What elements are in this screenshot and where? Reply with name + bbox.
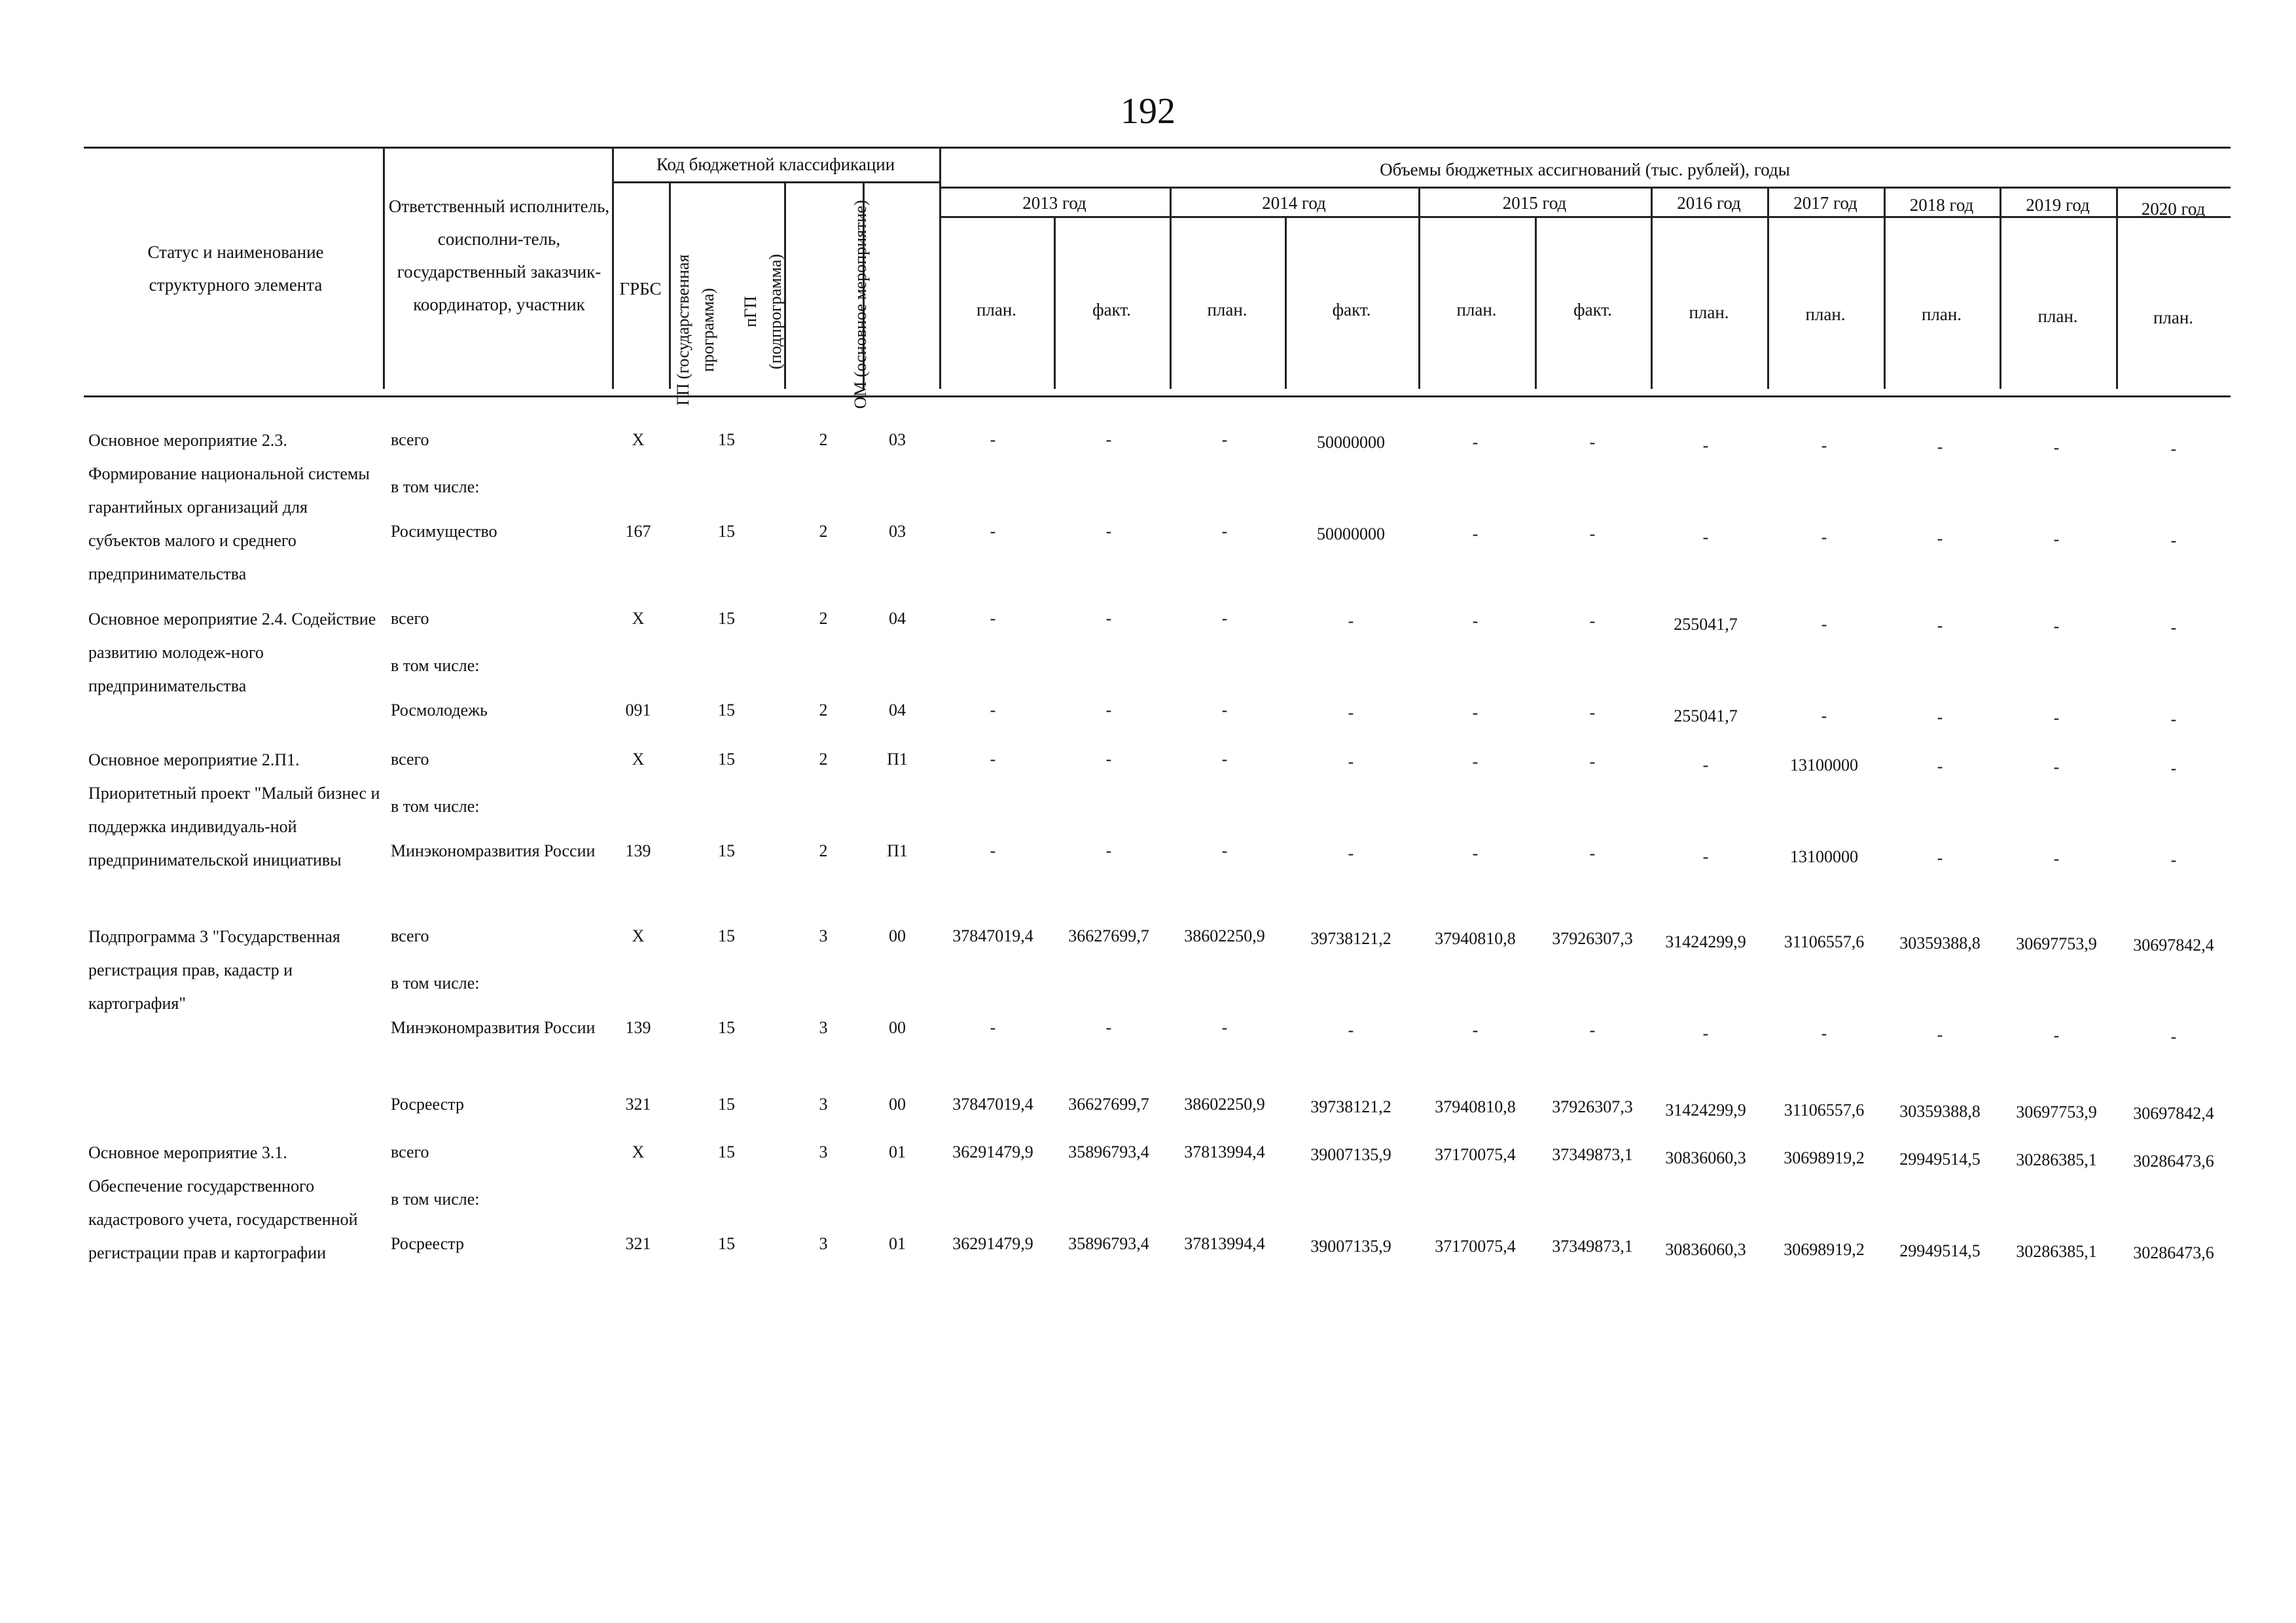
header-grbs: ГРБС xyxy=(619,279,662,299)
code-pgp: 2 xyxy=(819,750,828,769)
value-cell: 36291479,9 xyxy=(952,1142,1033,1161)
value-cell: - xyxy=(1589,1021,1596,1040)
sub-plan: план. xyxy=(976,300,1017,319)
value-cell: - xyxy=(1472,703,1479,722)
value-cell: 37847019,4 xyxy=(952,1095,1033,1114)
value-cell: 35896793,4 xyxy=(1068,1142,1149,1161)
value-cell: - xyxy=(2053,1026,2060,1045)
code-om: П1 xyxy=(887,750,908,769)
header-volumes: Объемы бюджетных ассигнований (тыс. рублей), годы xyxy=(1380,160,1790,179)
block-name: Основное мероприятие 2.П1. Приоритетный проект "Малый бизнес и поддержка индивидуаль-ной предпринимательской инициативы xyxy=(88,750,380,869)
value-cell: - xyxy=(1472,433,1479,452)
value-cell: - xyxy=(1221,841,1228,860)
value-cell: 13100000 xyxy=(1790,756,1858,775)
code-grbs: Х xyxy=(632,430,645,449)
code-grbs: 091 xyxy=(625,701,651,720)
code-gp: 15 xyxy=(718,609,735,628)
value-cell: - xyxy=(1937,757,1943,776)
value-cell: 255041,7 xyxy=(1674,706,1738,725)
value-cell: - xyxy=(990,1018,996,1037)
page-number: 192 xyxy=(1121,91,1175,132)
row-executor: в том числе: xyxy=(391,974,480,993)
value-cell: - xyxy=(2170,1027,2177,1046)
value-cell: - xyxy=(1472,844,1479,863)
value-cell: - xyxy=(1702,847,1709,866)
value-cell: 37813994,4 xyxy=(1184,1234,1265,1253)
value-cell: 37170075,4 xyxy=(1435,1145,1516,1164)
row-executor: Минэкономразвития России xyxy=(391,1018,596,1037)
row-executor: всего xyxy=(391,609,429,628)
sub-fact: факт. xyxy=(1573,300,1612,319)
value-cell: 29949514,5 xyxy=(1899,1241,1981,1260)
kbk-rule xyxy=(612,181,939,183)
value-cell: - xyxy=(990,750,996,769)
code-grbs: 139 xyxy=(625,841,651,860)
value-cell: 38602250,9 xyxy=(1184,926,1265,945)
year-2019: 2019 год xyxy=(2026,195,2090,215)
value-cell: 31424299,9 xyxy=(1665,1101,1746,1120)
value-cell: 37940810,8 xyxy=(1435,1097,1516,1116)
sub-plan: план. xyxy=(2037,306,2078,326)
value-cell: - xyxy=(1702,756,1709,775)
value-cell: - xyxy=(1937,1025,1943,1044)
value-cell: 30286473,6 xyxy=(2133,1243,2214,1262)
value-cell: - xyxy=(1221,750,1228,769)
value-cell: - xyxy=(1105,1018,1112,1037)
value-cell: - xyxy=(1702,1024,1709,1043)
value-cell: 38602250,9 xyxy=(1184,1095,1265,1114)
header-om: ОМ (основное мероприятие) xyxy=(851,200,870,409)
code-om: 03 xyxy=(889,430,906,449)
value-cell: 39738121,2 xyxy=(1310,929,1391,948)
value-cell: 39007135,9 xyxy=(1310,1237,1391,1256)
year-2014: 2014 год xyxy=(1262,193,1326,213)
row-executor: всего xyxy=(391,430,429,449)
value-cell: - xyxy=(1105,430,1112,449)
value-cell: 30286385,1 xyxy=(2016,1242,2097,1261)
value-cell: 39738121,2 xyxy=(1310,1097,1391,1116)
code-pgp: 3 xyxy=(819,1018,828,1037)
block-name: Основное мероприятие 2.4. Содействие развитию молодеж-ного предпринимательства xyxy=(88,610,376,695)
code-grbs: Х xyxy=(632,609,645,628)
value-cell: - xyxy=(1472,611,1479,630)
value-cell: - xyxy=(1472,524,1479,543)
code-gp: 15 xyxy=(718,1095,735,1114)
value-cell: - xyxy=(1821,706,1827,725)
value-cell: - xyxy=(2053,757,2060,776)
value-cell: - xyxy=(2170,710,2177,729)
code-om: 00 xyxy=(889,1095,906,1114)
value-cell: 30697842,4 xyxy=(2133,936,2214,955)
value-cell: - xyxy=(1589,611,1596,630)
value-cell: - xyxy=(1221,430,1228,449)
value-cell: - xyxy=(1937,708,1943,727)
value-cell: - xyxy=(1589,844,1596,863)
value-cell: - xyxy=(1472,1021,1479,1040)
year-2017: 2017 год xyxy=(1793,193,1857,213)
code-gp: 15 xyxy=(718,430,735,449)
col-sep xyxy=(612,147,614,389)
value-cell: - xyxy=(1937,848,1943,867)
row-executor: Росмолодежь xyxy=(391,701,488,720)
sub-plan: план. xyxy=(1456,300,1497,319)
value-cell: 30359388,8 xyxy=(1899,1102,1981,1121)
value-cell: 30836060,3 xyxy=(1665,1148,1746,1167)
value-cell: - xyxy=(2170,850,2177,869)
row-executor: всего xyxy=(391,1142,429,1161)
sub-plan: план. xyxy=(1921,304,1962,324)
code-grbs: 139 xyxy=(625,1018,651,1037)
row-executor: в том числе: xyxy=(391,797,480,816)
code-gp: 15 xyxy=(718,926,735,945)
header-top-rule xyxy=(84,147,2231,149)
value-cell: 37349873,1 xyxy=(1552,1237,1633,1256)
col-sep xyxy=(383,147,385,389)
row-executor: Минэкономразвития России xyxy=(391,841,596,860)
code-pgp: 3 xyxy=(819,1142,828,1161)
sub-fact: факт. xyxy=(1332,300,1371,319)
code-om: 00 xyxy=(889,1018,906,1037)
value-cell: - xyxy=(1221,1018,1228,1037)
value-cell: - xyxy=(990,701,996,720)
value-cell: - xyxy=(1937,437,1943,456)
value-cell: 29949514,5 xyxy=(1899,1150,1981,1169)
sub-fact: факт. xyxy=(1092,300,1131,319)
code-om: 04 xyxy=(889,609,906,628)
code-gp: 15 xyxy=(718,701,735,720)
code-om: 01 xyxy=(889,1234,906,1253)
value-cell: 50000000 xyxy=(1317,524,1385,543)
value-cell: 31106557,6 xyxy=(1784,1101,1865,1120)
value-cell: 30359388,8 xyxy=(1899,934,1981,953)
code-pgp: 3 xyxy=(819,1234,828,1253)
value-cell: 50000000 xyxy=(1317,433,1385,452)
value-cell: 31424299,9 xyxy=(1665,932,1746,951)
code-pgp: 2 xyxy=(819,522,828,541)
value-cell: 30286473,6 xyxy=(2133,1152,2214,1171)
code-pgp: 2 xyxy=(819,609,828,628)
value-cell: - xyxy=(1937,529,1943,548)
value-cell: - xyxy=(2170,531,2177,550)
value-cell: - xyxy=(1221,522,1228,541)
value-cell: 30698919,2 xyxy=(1784,1240,1865,1259)
value-cell: 36627699,7 xyxy=(1068,926,1149,945)
row-executor: всего xyxy=(391,750,429,769)
value-cell: 31106557,6 xyxy=(1784,932,1865,951)
code-pgp: 2 xyxy=(819,841,828,860)
sub-plan: план. xyxy=(1805,304,1846,324)
value-cell: 13100000 xyxy=(1790,847,1858,866)
value-cell: 30836060,3 xyxy=(1665,1240,1746,1259)
sub-plan: план. xyxy=(1207,300,1247,319)
value-cell: 37940810,8 xyxy=(1435,929,1516,948)
header-executor: Ответственный исполнитель, соисполни-тель, государственный заказчик-координатор, участник xyxy=(388,196,610,314)
row-executor: в том числе: xyxy=(391,1190,480,1209)
value-cell: - xyxy=(1702,436,1709,455)
value-cell: - xyxy=(1589,524,1596,543)
value-cell: 30697753,9 xyxy=(2016,1103,2097,1122)
value-cell: 36291479,9 xyxy=(952,1234,1033,1253)
value-cell: 35896793,4 xyxy=(1068,1234,1149,1253)
value-cell: - xyxy=(2053,530,2060,549)
value-cell: 37170075,4 xyxy=(1435,1237,1516,1256)
code-om: 00 xyxy=(889,926,906,945)
code-om: П1 xyxy=(887,841,908,860)
value-cell: - xyxy=(1702,528,1709,547)
value-cell: 255041,7 xyxy=(1674,615,1738,634)
value-cell: - xyxy=(1105,701,1112,720)
value-cell: - xyxy=(1589,703,1596,722)
header-pgp: пГП (подпрограмма) xyxy=(741,253,785,370)
value-cell: - xyxy=(990,430,996,449)
header-kbk: Код бюджетной классификации xyxy=(656,155,895,174)
header-gp: ГП (государственная программа) xyxy=(673,254,717,406)
value-cell: 30286385,1 xyxy=(2016,1150,2097,1169)
row-executor: в том числе: xyxy=(391,477,480,496)
year-2016: 2016 год xyxy=(1677,193,1741,213)
code-om: 01 xyxy=(889,1142,906,1161)
value-cell: - xyxy=(2053,849,2060,868)
block-name: Основное мероприятие 3.1. Обеспечение государственного кадастрового учета, государственной регистрации прав и картографии xyxy=(88,1143,358,1262)
value-cell: - xyxy=(2170,439,2177,458)
code-gp: 15 xyxy=(718,750,735,769)
code-pgp: 3 xyxy=(819,926,828,945)
value-cell: - xyxy=(1472,752,1479,771)
value-cell: - xyxy=(2170,759,2177,778)
value-cell: - xyxy=(2053,438,2060,457)
code-pgp: 3 xyxy=(819,1095,828,1114)
value-cell: 37926307,3 xyxy=(1552,929,1633,948)
value-cell: - xyxy=(2170,618,2177,637)
value-cell: - xyxy=(1348,752,1354,771)
header-status-name: Статус и наименование структурного элемента xyxy=(147,242,324,295)
value-cell: - xyxy=(1589,752,1596,771)
code-grbs: 321 xyxy=(625,1095,651,1114)
value-cell: - xyxy=(1221,701,1228,720)
year-2018: 2018 год xyxy=(1909,195,1974,215)
row-executor: в том числе: xyxy=(391,656,480,675)
code-pgp: 2 xyxy=(819,701,828,720)
block-name: Подпрограмма 3 "Государственная регистрация прав, кадастр и картография" xyxy=(88,927,340,1013)
value-cell: - xyxy=(990,841,996,860)
code-gp: 15 xyxy=(718,1234,735,1253)
value-cell: - xyxy=(1105,841,1112,860)
value-cell: 30697753,9 xyxy=(2016,934,2097,953)
row-executor: Росимущество xyxy=(391,522,497,541)
code-grbs: Х xyxy=(632,750,645,769)
sub-plan: план. xyxy=(1689,302,1729,322)
value-cell: - xyxy=(1821,615,1827,634)
block-name: Основное мероприятие 2.3. Формирование национальной системы гарантийных организаций для субъектов малого и среднего предпринимательства xyxy=(88,431,370,583)
value-cell: - xyxy=(990,522,996,541)
value-cell: - xyxy=(1105,522,1112,541)
value-cell: 39007135,9 xyxy=(1310,1145,1391,1164)
value-cell: 37847019,4 xyxy=(952,926,1033,945)
value-cell: - xyxy=(1105,750,1112,769)
value-cell: - xyxy=(1348,844,1354,863)
code-om: 04 xyxy=(889,701,906,720)
value-cell: 30698919,2 xyxy=(1784,1148,1865,1167)
value-cell: - xyxy=(1821,436,1827,455)
value-cell: - xyxy=(1589,433,1596,452)
year-2015: 2015 год xyxy=(1502,193,1567,213)
value-cell: - xyxy=(1821,1024,1827,1043)
header-bottom-rule xyxy=(84,395,2231,397)
row-executor: всего xyxy=(391,926,429,945)
year-2013: 2013 год xyxy=(1022,193,1086,213)
value-cell: - xyxy=(1221,609,1228,628)
code-om: 03 xyxy=(889,522,906,541)
value-cell: - xyxy=(2053,708,2060,727)
value-cell: - xyxy=(1937,616,1943,635)
code-gp: 15 xyxy=(718,1018,735,1037)
code-grbs: 167 xyxy=(625,522,651,541)
value-cell: - xyxy=(1348,1021,1354,1040)
code-grbs: Х xyxy=(632,926,645,945)
code-gp: 15 xyxy=(718,1142,735,1161)
year-2020: 2020 год xyxy=(2141,199,2206,219)
code-grbs: 321 xyxy=(625,1234,651,1253)
value-cell: 37926307,3 xyxy=(1552,1097,1633,1116)
value-cell: 37813994,4 xyxy=(1184,1142,1265,1161)
value-cell: - xyxy=(1348,611,1354,630)
code-grbs: Х xyxy=(632,1142,645,1161)
value-cell: - xyxy=(1821,528,1827,547)
row-executor: Росреестр xyxy=(391,1234,464,1253)
value-cell: - xyxy=(1105,609,1112,628)
value-cell: 36627699,7 xyxy=(1068,1095,1149,1114)
code-gp: 15 xyxy=(718,841,735,860)
value-cell: - xyxy=(2053,617,2060,636)
value-cell: - xyxy=(1348,703,1354,722)
value-cell: 30697842,4 xyxy=(2133,1104,2214,1123)
sub-plan: план. xyxy=(2153,308,2194,327)
code-gp: 15 xyxy=(718,522,735,541)
row-executor: Росреестр xyxy=(391,1095,464,1114)
code-pgp: 2 xyxy=(819,430,828,449)
value-cell: 37349873,1 xyxy=(1552,1145,1633,1164)
value-cell: - xyxy=(990,609,996,628)
